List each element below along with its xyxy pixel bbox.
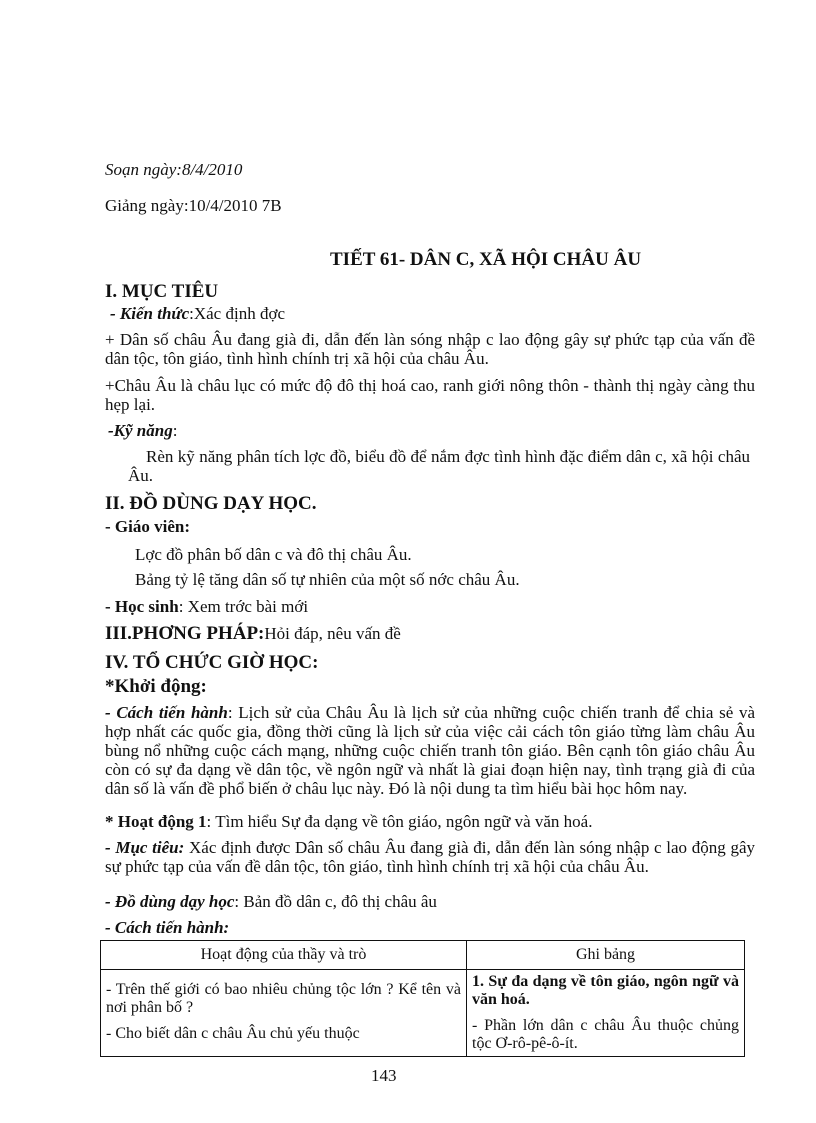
hoc-sinh-text: : Xem trớc bài mới — [178, 597, 309, 616]
giao-vien-label: - Giáo viên: — [105, 517, 190, 536]
objective-para-1: + Dân số châu Âu đang già đi, dẫn đến làn sóng nhập c lao động gây sự phức tạp của vấn đề dân tộc, tôn giáo, tình hình chính trị xã hội của châu Âu. — [105, 330, 755, 368]
lesson-table — [100, 940, 745, 1057]
right-heading: 1. Sự đa dạng về tôn giáo, ngôn ngữ và văn hoá. — [472, 973, 739, 1008]
cach-tien-hanh-para — [105, 703, 755, 798]
ky-nang-text: Rèn kỹ năng phân tích lợc đồ, biểu đồ để nắm đợc tình hình đặc điểm dân c, xã hội châu Âu. — [128, 447, 750, 485]
soan-ngay: Soạn ngày:8/4/2010 — [105, 160, 243, 179]
section-1-heading: I. MỤC TIÊU — [105, 281, 219, 302]
section-2-heading: II. ĐỒ DÙNG DẠY HỌC. — [105, 493, 317, 514]
table-row — [101, 970, 745, 1057]
gv-item-1: Lợc đồ phân bố dân c và đô thị châu Âu. — [135, 545, 412, 564]
cach-tien-hanh-text: : Lịch sử của Châu Âu là lịch sử của những cuộc chiến tranh để chia sẻ và hợp nhất các quốc gia, đồng thời cũng là lịch sử của việc cải cách tôn giáo từng làm châu Âu bùng nổ những cuộc cách mạng, những cuộc chiến tranh tôn giáo. Bên cạnh tôn giáo châu Âu còn có sự đa dạng về dân tộc, về ngôn ngữ và nhất là giai đoạn hiện nay, tình trạng già đi của dân số là vấn đề phổ biến ở châu lục này. Đó là nội dung ta tìm hiểu bài học hôm nay. — [105, 703, 755, 798]
ky-nang-label: -Kỹ năng — [108, 421, 173, 440]
kien-thuc-line — [110, 304, 285, 323]
objective-para-2: +Châu Âu là châu lục có mức độ đô thị hoá cao, ranh giới nông thôn - thành thị ngày càng thu hẹp lại. — [105, 376, 755, 414]
gv-item-2: Bảng tỷ lệ tăng dân số tự nhiên của một số nớc châu Âu. — [135, 570, 520, 589]
hoat-dong-text: : Tìm hiểu Sự đa dạng về tôn giáo, ngôn ngữ và văn hoá. — [206, 812, 593, 831]
hoc-sinh-line — [105, 597, 308, 616]
hoat-dong-label: * Hoạt động 1 — [105, 812, 207, 831]
table-header-row — [101, 941, 745, 970]
do-dung-line — [105, 892, 437, 911]
left-question-2: - Cho biết dân c châu Âu chủ yếu thuộc — [106, 1025, 360, 1042]
giang-ngay: Giảng ngày:10/4/2010 7B — [105, 196, 282, 215]
section-4-heading: IV. TỔ CHỨC GIỜ HỌC: — [105, 652, 319, 673]
section-3-heading: III.PHƠNG PHÁP: — [105, 623, 265, 644]
kien-thuc-text: :Xác định đợc — [189, 304, 285, 323]
cach-tien-hanh-label: - Cách tiến hành — [105, 703, 228, 722]
hoat-dong-line — [105, 812, 592, 831]
ky-nang-colon: : — [172, 421, 178, 440]
ky-nang-line — [108, 421, 177, 440]
right-text: - Phần lớn dân c châu Âu thuộc chủng tộc Ơ-rô-pê-ô-ít. — [472, 1017, 739, 1052]
table-cell-left — [101, 970, 467, 1057]
khoi-dong: *Khởi động: — [105, 676, 207, 697]
left-question-1: - Trên thế giới có bao nhiêu chủng tộc lớn ? Kể tên và nơi phân bố ? — [106, 981, 461, 1016]
table-cell-right — [467, 970, 745, 1057]
muc-tieu-para — [105, 838, 755, 876]
do-dung-label: - Đồ dùng dạy học — [105, 892, 235, 911]
section-3-line — [105, 624, 401, 643]
do-dung-text: : Bản đồ dân c, đô thị châu âu — [234, 892, 437, 911]
page-title: TIẾT 61- DÂN C, XÃ HỘI CHÂU ÂU — [330, 249, 642, 270]
col-header-activity: Hoạt động của thầy và trò — [101, 941, 467, 970]
muc-tieu-text: Xác định được Dân số châu Âu đang già đi, dẫn đến làn sóng nhập c lao động gây sự phức tạp của vấn đề dân tộc, tôn giáo, tình hình chính trị xã hội của châu Âu. — [105, 838, 755, 876]
muc-tieu-label: - Mục tiêu: — [105, 838, 185, 857]
page-number: 143 — [371, 1066, 397, 1085]
col-header-notes: Ghi bảng — [467, 941, 745, 970]
cach-tien-hanh-2: - Cách tiến hành: — [105, 918, 230, 937]
kien-thuc-label: - Kiến thức — [110, 304, 190, 323]
section-3-text: Hỏi đáp, nêu vấn đề — [264, 624, 401, 643]
hoc-sinh-label: - Học sinh — [105, 597, 179, 616]
